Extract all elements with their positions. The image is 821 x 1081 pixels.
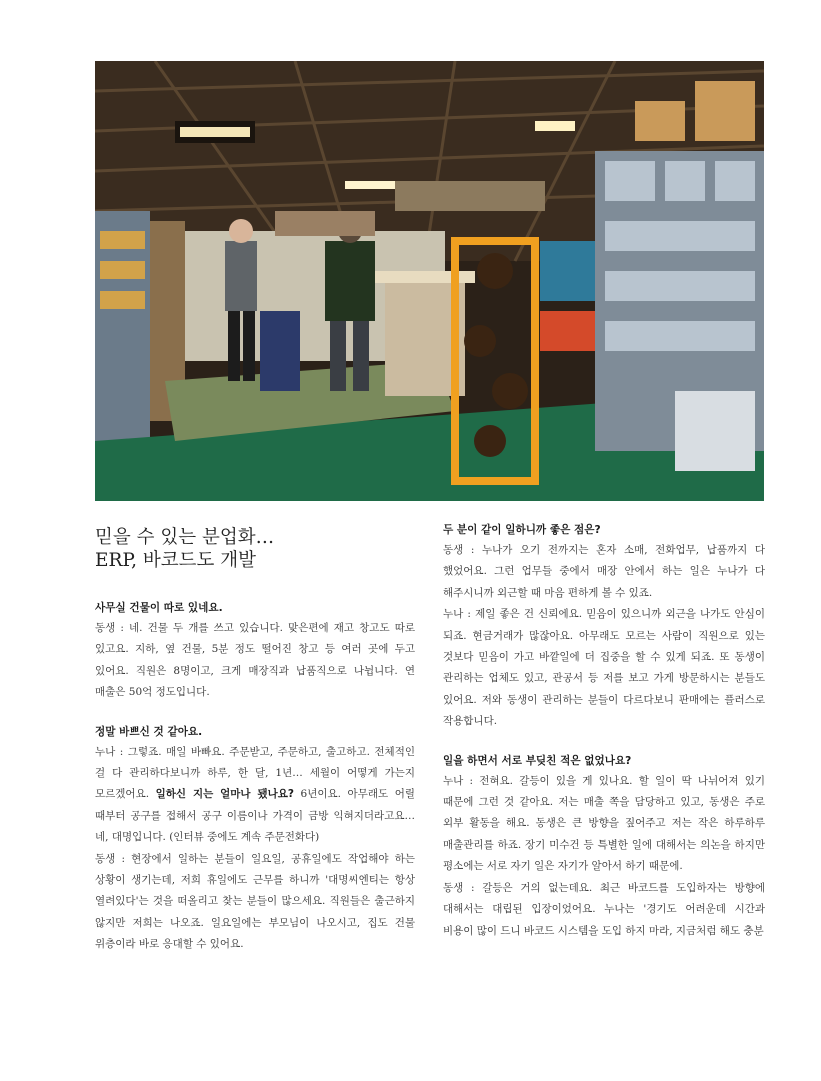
section-title-line2: ERP, 바코드도 개발 xyxy=(95,550,257,571)
section-title-line1: 믿을 수 있는 분업화… xyxy=(95,527,275,548)
answer-working-together-sister: 누나 : 제일 좋은 건 신뢰에요. 믿음이 있으니까 외근을 나가도 안심이 되죠. 현금거래가 많잖아요. 아무래도 모르는 사람이 직원으로 있는 것보다 믿음이 가고 바깥일에 더 집중을 할 수 있게 되죠. 또 동생이 관리하는 업체도 있고, 관공서 등 저를 보고 가게 방문하시는 분들도 있어요. 저와 동생이 관리하는 분들이 다르다보니 판매에는 플러스로 작용합니다. xyxy=(443,608,765,728)
answer-working-together-brother: 동생 : 누나가 오기 전까지는 혼자 소매, 전화업무, 납품까지 다 했었어요. 그런 업무들 중에서 매장 안에서 하는 일은 누나가 다 해주시니까 외근할 때 마음 편하게 볼 수 있죠. xyxy=(443,544,765,599)
question-conflicts: 일을 하면서 서로 부딪친 적은 없었나요? xyxy=(443,754,632,767)
answer-holidays: 동생 : 현장에서 일하는 분들이 일요일, 공휴일에도 작업해야 하는 상황이 생기는데, 저희 휴일에도 근무를 하니까 '대명씨엔티는 항상 열려있다'는 것을 떠올리고 찾는 분들이 많으세요. 직원들은 출근하지 않지만 저희는 나오죠. 일요일에는 부모님이 나오시고, 집도 건물 위층이라 바로 응대할 수 있어요. xyxy=(95,852,415,951)
question-working-together: 두 분이 같이 일하니까 좋은 점은? xyxy=(443,524,601,536)
left-column xyxy=(95,520,415,956)
inline-question-years: 일하신 지는 얼마나 됐나요? xyxy=(155,788,294,801)
answer-conflicts-brother: 동생 : 갈등은 거의 없는데요. 최근 바코드를 도입하자는 방향에 대해서는 대립된 입장이었어요. 누나는 '경기도 어려운데 시간과 비용이 많이 드니 바코드 시스템을 도입 하지 마라, 지금처럼 해도 충분 xyxy=(443,881,765,937)
answer-conflicts-sister: 누나 : 전혀요. 갈등이 있을 게 있나요. 할 일이 딱 나뉘어져 있기 때문에 그런 것 같아요. 저는 매출 쪽을 담당하고 있고, 동생은 주로 외부 활동을 해요. 동생은 큰 방향을 짚어주고 저는 작은 하루하루 매출관리를 하죠. 장기 미수건 등 특별한 일에 대해서는 의논을 하지만 평소에는 서로 자기 일은 자기가 알아서 하기 때문에. xyxy=(443,774,765,873)
question-busy: 정말 바쁘신 것 같아요. xyxy=(95,725,203,738)
store-interior-photo xyxy=(95,61,764,501)
section-title xyxy=(95,526,415,572)
answer-office-building: 동생 : 네. 건물 두 개를 쓰고 있습니다. 맞은편에 재고 창고도 따로 있고요. 지하, 옆 건물, 5분 정도 떨어진 창고 등 여러 곳에 두고 있어요. 직원은 8명이고, 크게 매장직과 납품직으로 나뉩니다. 연 매출은 50억 정도입니다. xyxy=(95,622,415,699)
right-column xyxy=(443,520,765,942)
question-office-building: 사무실 건물이 따로 있네요. xyxy=(95,602,223,614)
answer-busy: 누나 : 그렇죠. 매일 바빠요. 주문받고, 주문하고, 출고하고. 전체적인 걸 다 관리하다보니까 하루, 한 달, 1년… 세월이 어떻게 가는지 모르겠어요. 일하신 지는 얼마나 됐나요? 6년이요. 아무래도 어릴 때부터 공구를 접해서 공구 이름이나 가격이 금방 익혀지더라고요… 네, 대명입니다. (인터뷰 중에도 계속 주문전화다) xyxy=(95,745,415,844)
